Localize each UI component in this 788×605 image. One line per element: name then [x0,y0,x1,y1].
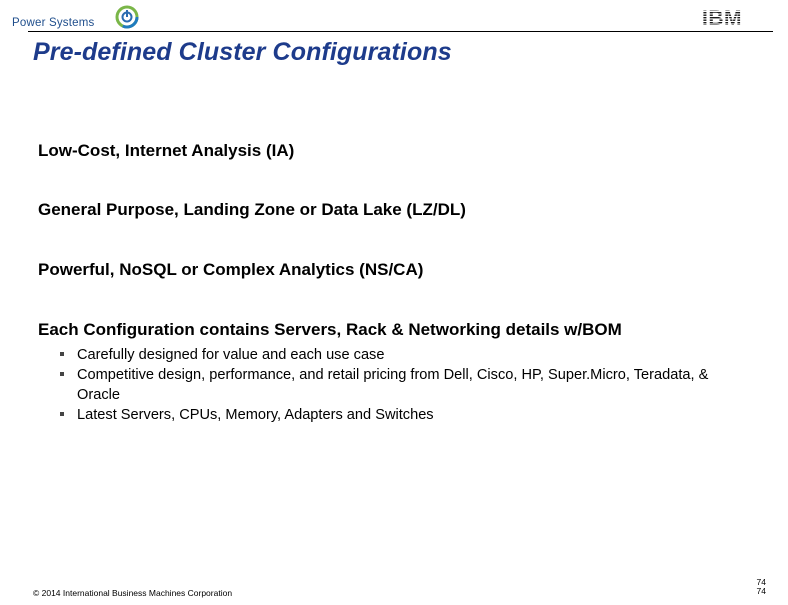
copyright-footer: © 2014 International Business Machines Corporation [33,588,233,598]
page-number [757,578,766,596]
bullet-square-icon [60,372,64,376]
point-general-purpose: General Purpose, Landing Zone or Data Lake (LZ/DL) [38,200,466,219]
ibm-logo-text: IBM [702,7,742,27]
sub-bullet-text: Competitive design, performance, and retail pricing from Dell, Cisco, HP, Super.Micro, Teradata, & Oracle [77,367,709,403]
power-systems-emblem-icon [115,4,139,30]
bullet-square-icon [60,352,64,356]
header-divider [28,31,773,32]
slide-title: Pre-defined Cluster Configurations [33,38,452,66]
sub-bullet-list [59,345,739,425]
page-number-top: 74 [756,577,766,587]
point-nosql: Powerful, NoSQL or Complex Analytics (NS/CA) [38,260,424,279]
ibm-logo [702,7,754,32]
page-number-bottom: 74 [756,586,766,596]
point-internet-analysis: Low-Cost, Internet Analysis (IA) [38,141,295,160]
list-item [59,405,739,425]
sub-bullet-text: Carefully designed for value and each use case [77,347,385,363]
list-item [59,365,739,405]
power-systems-logo [6,4,136,34]
list-item [59,345,739,365]
bullet-square-icon [60,412,64,416]
sub-bullet-text: Latest Servers, CPUs, Memory, Adapters and Switches [77,407,434,423]
logo-text: Power Systems [12,17,95,29]
point-configuration-contents: Each Configuration contains Servers, Rack & Networking details w/BOM [38,320,622,339]
ibm-logo-icon [702,7,754,27]
